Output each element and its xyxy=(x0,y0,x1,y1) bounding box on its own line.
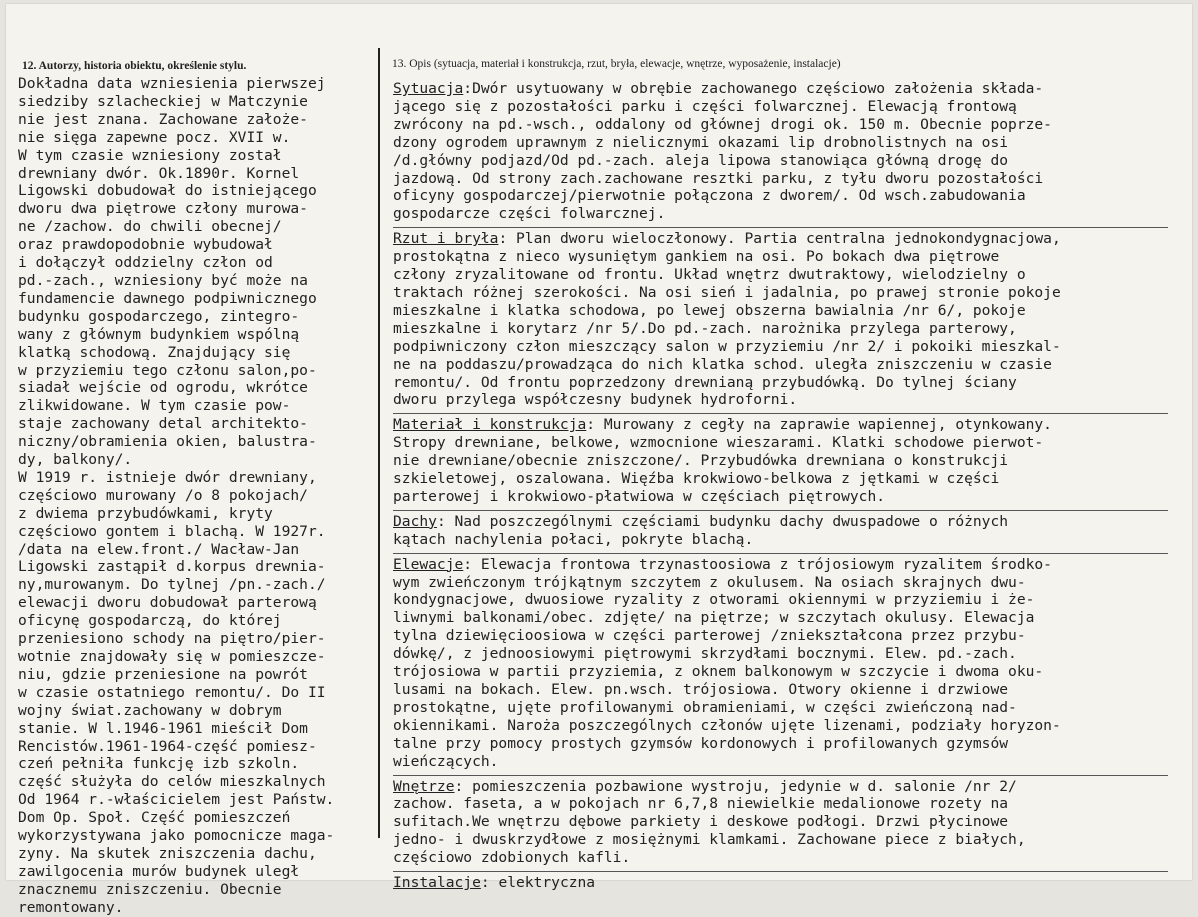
history-text-line: nie jest znana. Zachowane założe- xyxy=(18,110,308,128)
section-text-line: zwrócony na pd.-wsch., oddalony od głównej drogi ok. 150 m. Obecnie poprze- xyxy=(393,115,1052,133)
history-text-line: ny,murowanym. Do tylnej /pn.-zach./ xyxy=(18,576,326,594)
section-text-line: zachow. faseta, a w pokojach nr 6,7,8 niewielkie medalionowe rozety na xyxy=(393,795,1009,813)
section-text-line: Stropy drewniane, belkowe, wzmocnione wieszarami. Klatki schodowe pierwot- xyxy=(393,434,1044,452)
section-text-line: kątach nachylenia połaci, pokryte blachą. xyxy=(393,530,754,548)
section-text: : Elewacja frontowa trzynastoosiowa z trójosiowym ryzalitem środko- xyxy=(463,555,1052,573)
section-first-line xyxy=(393,230,1168,248)
section-text-line: gospodarcze części folwarcznej. xyxy=(393,205,666,223)
section-label: Dachy xyxy=(393,512,437,530)
section-dachy xyxy=(393,510,1168,549)
section-text-line: dworu przylega współczesny budynek hydroforni. xyxy=(393,391,798,409)
section-text-line: /d.główny podjazd/Od pd.-zach. aleja lipowa stanowiąca główną drogę do xyxy=(393,151,1009,169)
history-text-line: zlikwidowane. W tym czasie pow- xyxy=(18,397,291,415)
section-text-line: oficyny gospodarczej/pierwotnie połączona z dworem/. Od wsch.zabudowania xyxy=(393,187,1026,205)
history-text-line: oficynę gospodarczą, do której xyxy=(18,612,282,630)
section-first-line xyxy=(393,556,1168,574)
history-text-line: remontowany. xyxy=(18,898,124,916)
section-label: Rzut i bryła xyxy=(393,230,499,248)
section-text-line: dzony ogrodem uprawnym z nielicznymi okazami lip drobnolistnych na osi xyxy=(393,133,1009,151)
section-text: : Murowany z cegły na zaprawie wapiennej, otynkowany. xyxy=(586,416,1052,434)
history-text-line: ne /zachow. do chwili obecnej/ xyxy=(18,218,282,236)
section-text-line: liwnymi balkonami/obec. zdjęte/ na piętrze; w szczytach okulusy. Elewacja xyxy=(393,609,1035,627)
column-divider xyxy=(378,48,380,838)
history-text-line: w przyziemiu tego członu salon,po- xyxy=(18,361,317,379)
history-text-line: zawilgocenia murów budynek uległ xyxy=(18,862,300,880)
history-text-line: fundamencie dawnego podpiwnicznego xyxy=(18,289,317,307)
history-text-line: niu, gdzie przeniesione na powrót xyxy=(18,665,308,683)
section-text-line: mieszkalne i klatka schodowa, po lewej obszerna bawialnia /nr 6/, pokoje xyxy=(393,301,1026,319)
history-text-line: wany z głównym budynkiem wspólną xyxy=(18,325,300,343)
section-sytuacja xyxy=(393,80,1168,223)
history-text-line: /data na elew.front./ Wacław-Jan xyxy=(18,540,300,558)
section-text-line: ne na poddaszu/prowadząca do nich klatka schod. uległa zniszczeniu w czasie xyxy=(393,355,1052,373)
history-text-line: pd.-zach., wzniesiony być może na xyxy=(18,271,308,289)
history-text-line: niczny/obramienia okien, balustra- xyxy=(18,433,317,451)
section-text-line: podpiwniczony człon mieszczący salon w przyziemiu /nr 2/ i pokoiki mieszkal- xyxy=(393,337,1061,355)
section-text-line: kondygnacjowe, dwuosiowe ryzality z otworami okiennymi w przyziemiu i że- xyxy=(393,591,1035,609)
section-text-line: prostokątne, ujęte profilowanymi obramieniami, w części zwieńczoną nad- xyxy=(393,698,1017,716)
section-text-line: okiennikami. Naroża poszczególnych członów ujęte lizenami, podziały horyzon- xyxy=(393,716,1061,734)
right-heading: 13. Opis (sytuacja, materiał i konstrukcja, rzut, bryła, elewacje, wnętrze, wyposażenie, instalacje) xyxy=(392,58,841,70)
section-text: : elektryczna xyxy=(480,874,596,892)
section-text-line: wym zwieńczonym trójkątnym szczytem z okulusem. Na osiach skrajnych dwu- xyxy=(393,573,1026,591)
section-text-line: trójosiowa w partii przyziemia, z oknem balkonowym w szczycie i dwoma oku- xyxy=(393,663,1044,681)
history-text-line: dy, balkony/. xyxy=(18,451,133,469)
section-text-line: remontu/. Od frontu poprzedzony drewnianą przybudówką. Do tylnej ściany xyxy=(393,373,1017,391)
section-text: :Dwór usytuowany w obrębie zachowanego częściowo założenia składa- xyxy=(463,80,1044,97)
section-label: Instalacje xyxy=(393,874,481,892)
section-text: : Nad poszczególnymi częściami budynku dachy dwuspadowe o różnych xyxy=(436,512,1009,530)
section-label: Materiał i konstrukcja xyxy=(393,416,587,434)
section-text-line: mieszkalne i korytarz /nr 5/.Do pd.-zach. narożnika przylega parterowy, xyxy=(393,319,1017,337)
history-text-line: częściowo murowany /o 8 pokojach/ xyxy=(18,486,308,504)
section-rzut-i-bryła xyxy=(393,227,1168,409)
section-text-line: tylna dziewięcioosiowa w części parterowej /zniekształcona przez przybu- xyxy=(393,627,1026,645)
history-text-line: budynku gospodarczego, zintegro- xyxy=(18,307,300,325)
history-text-line: czeń pełniła funkcję izb szkoln. xyxy=(18,755,300,773)
history-text-line: Dom Op. Społ. Część pomieszczeń xyxy=(18,809,291,827)
section-text-line: jedno- i dwuskrzydłowe z mosiężnymi klamkami. Zachowane piece z białych, xyxy=(393,831,1026,849)
section-text-line: parterowej i krokwiowo-płatwiowa w częściach piętrowych. xyxy=(393,487,886,505)
history-text-line: elewacji dworu dobudował parterową xyxy=(18,594,317,612)
section-first-line xyxy=(393,80,1168,98)
section-first-line xyxy=(393,513,1168,531)
history-text-line: oraz prawdopodobnie wybudował xyxy=(18,236,273,254)
history-text-line: siedziby szlacheckiej w Matczynie xyxy=(18,92,308,110)
history-text-line: Dokładna data wzniesienia pierwszej xyxy=(18,75,326,92)
left-heading: 12. Autorzy, historia obiektu, określenie stylu. xyxy=(22,60,247,72)
history-text-line: częściowo gontem i blachą. W 1927r. xyxy=(18,522,326,540)
section-text-line: sufitach.We wnętrzu dębowe parkiety i deskowe podłogi. Drzwi płycinowe xyxy=(393,813,1009,831)
section-text-line: lusami na bokach. Elew. pn.wsch. trójosiowa. Otwory okienne i drzwiowe xyxy=(393,681,1009,698)
history-text-line: dworu dwa piętrowe człony murowa- xyxy=(18,200,308,218)
description-column xyxy=(393,80,1168,892)
section-elewacje xyxy=(393,553,1168,771)
section-text-line: traktach różnej szerokości. Na osi sień i jadalnia, po prawej stronie pokoje xyxy=(393,283,1061,301)
history-text-line: Ligowski dobudował do istniejącego xyxy=(18,182,317,200)
section-text-line: jazdową. Od strony zach.zachowane resztki parku, z tyłu dworu pozostałości xyxy=(393,169,1044,187)
history-text-line: wotnie znajdowały się w pomieszcze- xyxy=(18,648,326,665)
history-text-line: wykorzystywana jako pomocnicze maga- xyxy=(18,827,335,845)
history-text-line: w czasie ostatniego remontu/. Do II xyxy=(18,683,326,701)
section-first-line xyxy=(393,416,1168,434)
section-text-line: jącego się z pozostałości parku i części folwarcznej. Elewacją frontową xyxy=(393,97,1017,115)
section-text-line: talne przy pomocy prostych gzymsów kordonowych i profilowanych gzymsów xyxy=(393,734,1009,752)
history-text-line: nie sięga zapewne pocz. XVII w. xyxy=(18,128,291,146)
history-text-line: przeniesiono schody na piętro/pier- xyxy=(18,630,326,648)
section-first-line xyxy=(393,778,1168,796)
history-text-line: drewniany dwór. Ok.1890r. Kornel xyxy=(18,164,300,182)
section-text-line: częściowo zdobionych kafli. xyxy=(393,849,631,867)
history-text-line: stanie. W l.1946-1961 mieścił Dom xyxy=(18,719,308,737)
history-text-line: Rencistów.1961-1964-część pomiesz- xyxy=(18,737,317,755)
history-text-line: zyny. Na skutek zniszczenia dachu, xyxy=(18,844,317,862)
section-text-line: nie drewniane/obecnie zniszczone/. Przybudówka drewniana o konstrukcji xyxy=(393,452,1009,470)
history-column xyxy=(18,75,376,917)
section-text-line: prostokątna z nieco wysuniętym gankiem na osi. Po bokach dwa piętrowe xyxy=(393,248,1000,266)
section-text-line: wieńczących. xyxy=(393,752,499,770)
section-instalacje xyxy=(393,871,1168,892)
history-text-line: W tym czasie wzniesiony został xyxy=(18,146,282,164)
history-text-line: znacznemu zniszczeniu. Obecnie xyxy=(18,880,282,898)
section-text-line: człony zryzalitowane od frontu. Układ wnętrz dwutraktowy, wielodzielny o xyxy=(393,266,1026,284)
history-text-line: i dołączył oddzielny człon od xyxy=(18,254,273,272)
section-label: Wnętrze xyxy=(393,777,455,795)
history-text-line: wojny świat.zachowany w dobrym xyxy=(18,701,282,719)
history-text-line: siadał wejście od ogrodu, wkrótce xyxy=(18,379,308,397)
history-text-line: klatką schodową. Znajdujący się xyxy=(18,343,291,361)
history-text-line: Ligowski zastąpił d.korpus drewnia- xyxy=(18,558,326,576)
history-text-line: W 1919 r. istnieje dwór drewniany, xyxy=(18,468,317,486)
section-label: Elewacje xyxy=(393,555,464,573)
section-text: : pomieszczenia pozbawione wystroju, jedynie w d. salonie /nr 2/ xyxy=(454,777,1017,795)
history-text-line: staje zachowany detal architekto- xyxy=(18,415,308,433)
section-materiał-i-konstrukcja xyxy=(393,413,1168,506)
section-text-line: szkieletowej, oszalowana. Więźba krokwiowo-belkowa z jętkami w części xyxy=(393,470,1000,488)
section-wnętrze xyxy=(393,775,1168,868)
section-text: : Plan dworu wieloczłonowy. Partia centralna jednokondygnacjowa, xyxy=(498,230,1061,248)
history-text-line: Od 1964 r.-właścicielem jest Państw. xyxy=(18,791,335,809)
section-label: Sytuacja xyxy=(393,80,464,97)
section-text-line: dówkę/, z jednoosiowymi piętrowymi skrzydłami bocznymi. Elew. pd.-zach. xyxy=(393,645,1017,663)
section-first-line xyxy=(393,874,1168,892)
history-text-line: z dwiema przybudówkami, kryty xyxy=(18,504,273,522)
history-text-line: część służyła do celów mieszkalnych xyxy=(18,773,326,791)
